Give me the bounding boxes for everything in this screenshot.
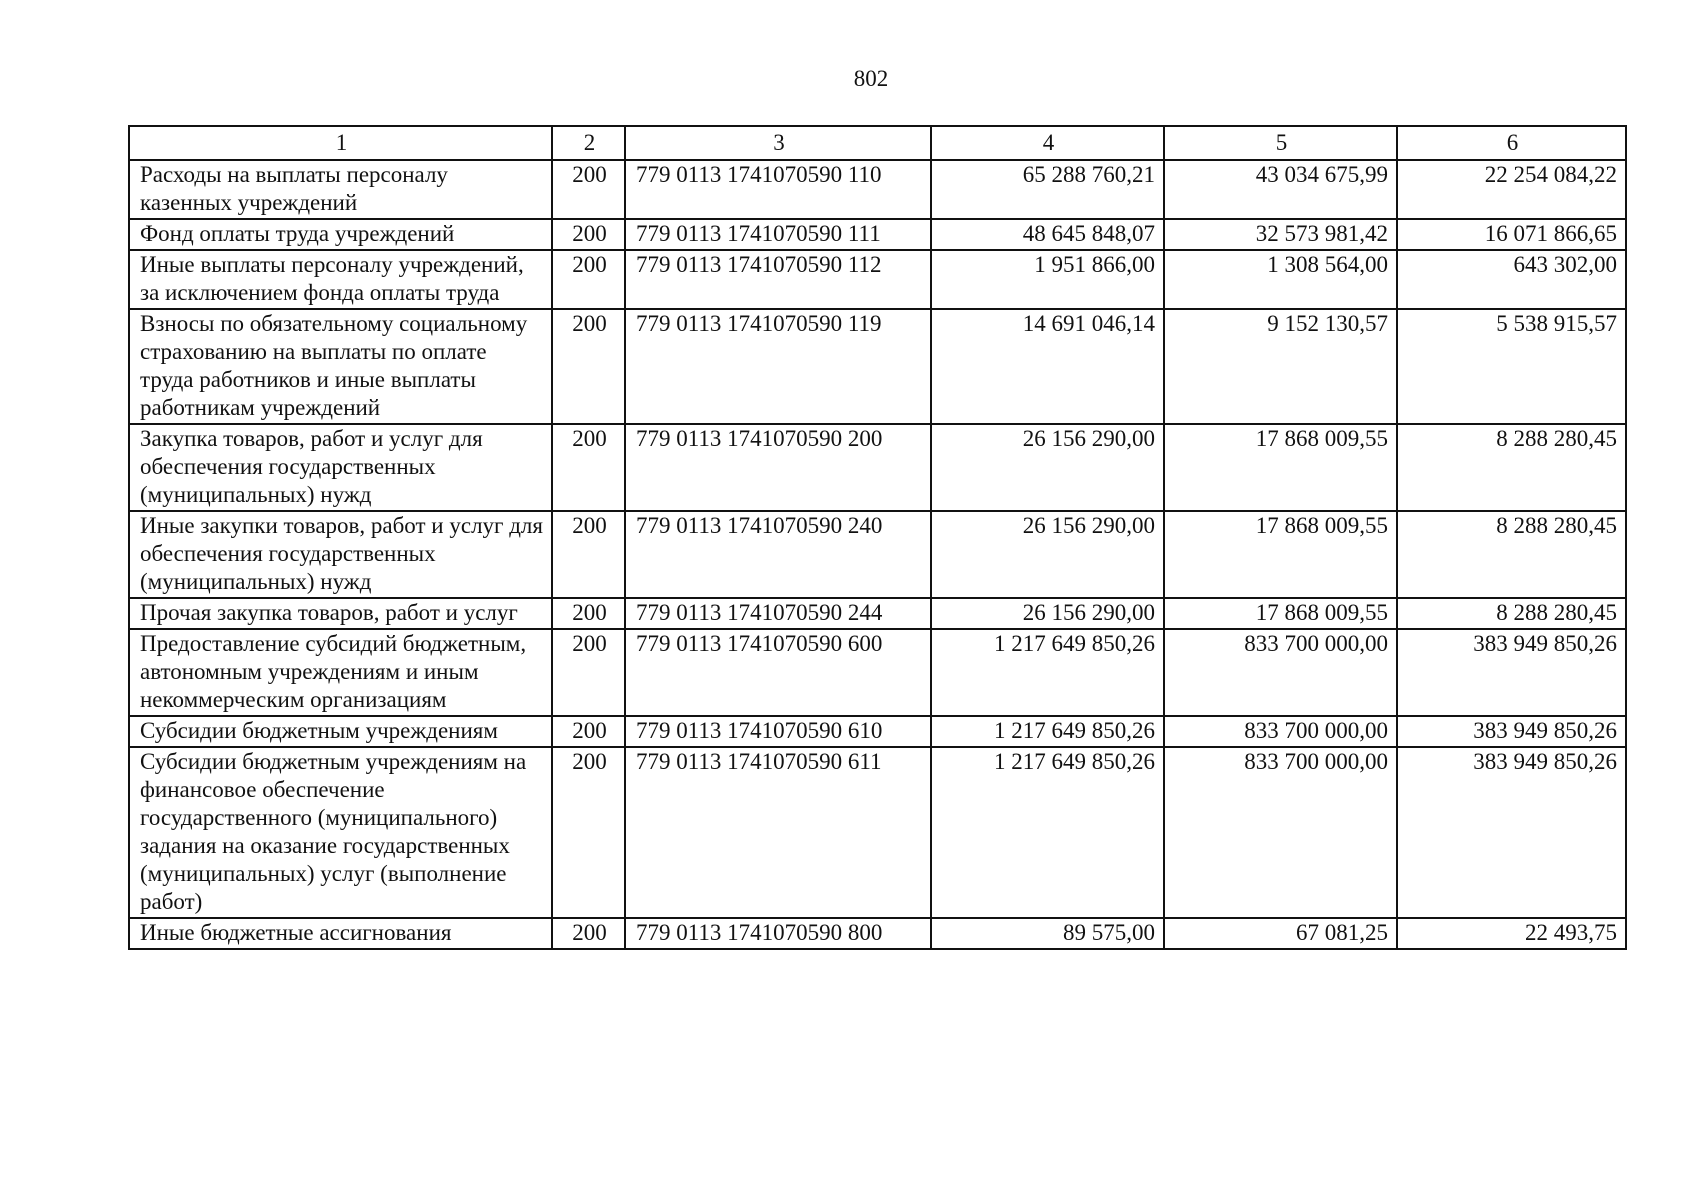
row-col5-amount: 833 700 000,00 bbox=[1164, 716, 1397, 747]
row-budget-code: 779 0113 1741070590 200 bbox=[625, 424, 931, 511]
row-col6-amount: 643 302,00 bbox=[1397, 250, 1626, 309]
row-col6-amount: 8 288 280,45 bbox=[1397, 511, 1626, 598]
header-cell-2: 2 bbox=[552, 126, 625, 160]
row-col4-amount: 89 575,00 bbox=[931, 918, 1164, 949]
row-admin-code: 200 bbox=[552, 716, 625, 747]
row-admin-code: 200 bbox=[552, 918, 625, 949]
row-col5-amount: 17 868 009,55 bbox=[1164, 511, 1397, 598]
table-row bbox=[129, 747, 1626, 918]
row-name: Предоставление субсидий бюджетным, автономным учреждениям и иным некоммерческим организациям bbox=[129, 629, 552, 716]
row-col5-amount: 32 573 981,42 bbox=[1164, 219, 1397, 250]
row-col4-amount: 65 288 760,21 bbox=[931, 160, 1164, 219]
row-budget-code: 779 0113 1741070590 244 bbox=[625, 598, 931, 629]
table-row bbox=[129, 219, 1626, 250]
row-col5-amount: 67 081,25 bbox=[1164, 918, 1397, 949]
row-admin-code: 200 bbox=[552, 629, 625, 716]
row-admin-code: 200 bbox=[552, 424, 625, 511]
row-col5-amount: 833 700 000,00 bbox=[1164, 747, 1397, 918]
table-row bbox=[129, 918, 1626, 949]
row-name: Иные бюджетные ассигнования bbox=[129, 918, 552, 949]
row-col6-amount: 383 949 850,26 bbox=[1397, 629, 1626, 716]
row-admin-code: 200 bbox=[552, 598, 625, 629]
row-name: Фонд оплаты труда учреждений bbox=[129, 219, 552, 250]
row-name: Взносы по обязательному социальному страхованию на выплаты по оплате труда работников и иные выплаты работникам учреждений bbox=[129, 309, 552, 424]
row-admin-code: 200 bbox=[552, 747, 625, 918]
row-name: Субсидии бюджетным учреждениям на финансовое обеспечение государственного (муниципального) задания на оказание государственных (муниципальных) услуг (выполнение работ) bbox=[129, 747, 552, 918]
row-name: Расходы на выплаты персоналу казенных учреждений bbox=[129, 160, 552, 219]
row-budget-code: 779 0113 1741070590 610 bbox=[625, 716, 931, 747]
row-budget-code: 779 0113 1741070590 119 bbox=[625, 309, 931, 424]
row-col4-amount: 26 156 290,00 bbox=[931, 511, 1164, 598]
row-admin-code: 200 bbox=[552, 219, 625, 250]
row-col5-amount: 833 700 000,00 bbox=[1164, 629, 1397, 716]
table-row bbox=[129, 629, 1626, 716]
row-col6-amount: 8 288 280,45 bbox=[1397, 424, 1626, 511]
row-col4-amount: 48 645 848,07 bbox=[931, 219, 1164, 250]
header-cell-5: 5 bbox=[1164, 126, 1397, 160]
row-name: Иные закупки товаров, работ и услуг для обеспечения государственных (муниципальных) нужд bbox=[129, 511, 552, 598]
budget-table bbox=[128, 125, 1627, 950]
table-row bbox=[129, 716, 1626, 747]
header-cell-6: 6 bbox=[1397, 126, 1626, 160]
row-budget-code: 779 0113 1741070590 600 bbox=[625, 629, 931, 716]
table-row bbox=[129, 250, 1626, 309]
row-col5-amount: 1 308 564,00 bbox=[1164, 250, 1397, 309]
row-col4-amount: 1 217 649 850,26 bbox=[931, 716, 1164, 747]
row-budget-code: 779 0113 1741070590 240 bbox=[625, 511, 931, 598]
row-col6-amount: 5 538 915,57 bbox=[1397, 309, 1626, 424]
row-budget-code: 779 0113 1741070590 111 bbox=[625, 219, 931, 250]
row-col6-amount: 8 288 280,45 bbox=[1397, 598, 1626, 629]
row-col6-amount: 383 949 850,26 bbox=[1397, 747, 1626, 918]
row-admin-code: 200 bbox=[552, 250, 625, 309]
row-budget-code: 779 0113 1741070590 112 bbox=[625, 250, 931, 309]
table-row bbox=[129, 160, 1626, 219]
row-name: Закупка товаров, работ и услуг для обеспечения государственных (муниципальных) нужд bbox=[129, 424, 552, 511]
row-admin-code: 200 bbox=[552, 511, 625, 598]
row-budget-code: 779 0113 1741070590 800 bbox=[625, 918, 931, 949]
page-number: 802 bbox=[853, 66, 889, 91]
row-col6-amount: 22 493,75 bbox=[1397, 918, 1626, 949]
table-row bbox=[129, 511, 1626, 598]
table-row bbox=[129, 598, 1626, 629]
row-admin-code: 200 bbox=[552, 160, 625, 219]
row-col5-amount: 9 152 130,57 bbox=[1164, 309, 1397, 424]
header-cell-1: 1 bbox=[129, 126, 552, 160]
row-name: Субсидии бюджетным учреждениям bbox=[129, 716, 552, 747]
row-col6-amount: 16 071 866,65 bbox=[1397, 219, 1626, 250]
row-budget-code: 779 0113 1741070590 110 bbox=[625, 160, 931, 219]
row-admin-code: 200 bbox=[552, 309, 625, 424]
row-col4-amount: 1 217 649 850,26 bbox=[931, 629, 1164, 716]
row-col5-amount: 17 868 009,55 bbox=[1164, 598, 1397, 629]
row-col4-amount: 14 691 046,14 bbox=[931, 309, 1164, 424]
row-name: Прочая закупка товаров, работ и услуг bbox=[129, 598, 552, 629]
row-budget-code: 779 0113 1741070590 611 bbox=[625, 747, 931, 918]
row-col4-amount: 26 156 290,00 bbox=[931, 598, 1164, 629]
row-col5-amount: 17 868 009,55 bbox=[1164, 424, 1397, 511]
row-name: Иные выплаты персоналу учреждений, за исключением фонда оплаты труда bbox=[129, 250, 552, 309]
header-cell-3: 3 bbox=[625, 126, 931, 160]
row-col6-amount: 22 254 084,22 bbox=[1397, 160, 1626, 219]
table-row bbox=[129, 424, 1626, 511]
row-col4-amount: 26 156 290,00 bbox=[931, 424, 1164, 511]
header-row bbox=[129, 126, 1626, 160]
table-row bbox=[129, 309, 1626, 424]
header-cell-4: 4 bbox=[931, 126, 1164, 160]
row-col4-amount: 1 951 866,00 bbox=[931, 250, 1164, 309]
row-col4-amount: 1 217 649 850,26 bbox=[931, 747, 1164, 918]
row-col6-amount: 383 949 850,26 bbox=[1397, 716, 1626, 747]
row-col5-amount: 43 034 675,99 bbox=[1164, 160, 1397, 219]
